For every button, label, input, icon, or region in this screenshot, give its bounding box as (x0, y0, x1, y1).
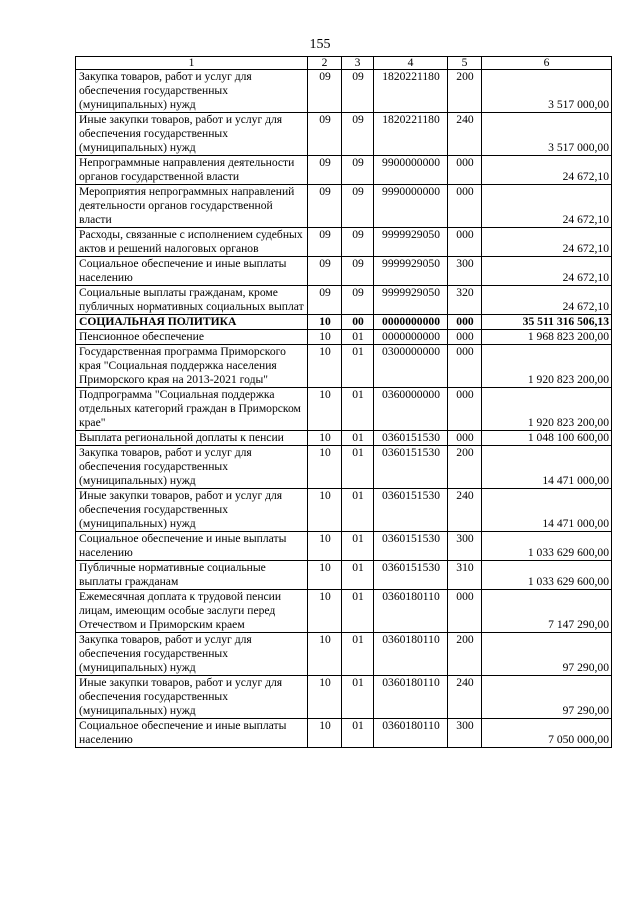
table-row (76, 431, 612, 446)
table-body (76, 70, 612, 748)
row-amount: 24 672,10 (482, 286, 612, 315)
row-name: Непрограммные направления деятельности органов государственной власти (76, 156, 308, 185)
row-expense-type: 310 (448, 561, 482, 590)
row-section: 10 (308, 446, 342, 489)
row-expense-type: 000 (448, 345, 482, 388)
table-row (76, 633, 612, 676)
row-subsection: 09 (342, 113, 374, 156)
row-target-article: 0000000000 (374, 330, 448, 345)
table-row (76, 70, 612, 113)
row-expense-type: 300 (448, 532, 482, 561)
row-subsection: 01 (342, 446, 374, 489)
row-subsection: 09 (342, 70, 374, 113)
row-target-article: 0360180110 (374, 719, 448, 748)
header-col-6: 6 (482, 57, 612, 70)
row-amount: 7 050 000,00 (482, 719, 612, 748)
row-subsection: 09 (342, 156, 374, 185)
row-subsection: 09 (342, 286, 374, 315)
row-target-article: 0300000000 (374, 345, 448, 388)
row-amount: 24 672,10 (482, 257, 612, 286)
table-row (76, 286, 612, 315)
row-name: Социальное обеспечение и иные выплаты населению (76, 532, 308, 561)
row-section: 10 (308, 561, 342, 590)
table-row (76, 561, 612, 590)
table-row (76, 446, 612, 489)
row-target-article: 0360180110 (374, 633, 448, 676)
row-target-article: 0360151530 (374, 532, 448, 561)
row-subsection: 01 (342, 676, 374, 719)
row-name: Закупка товаров, работ и услуг для обеспечения государственных (муниципальных) нужд (76, 70, 308, 113)
row-section: 10 (308, 345, 342, 388)
header-col-4: 4 (374, 57, 448, 70)
row-expense-type: 200 (448, 446, 482, 489)
row-amount: 1 968 823 200,00 (482, 330, 612, 345)
header-col-3: 3 (342, 57, 374, 70)
budget-table (75, 56, 612, 748)
row-subsection: 01 (342, 388, 374, 431)
table-row (76, 388, 612, 431)
row-name: Публичные нормативные социальные выплаты гражданам (76, 561, 308, 590)
row-expense-type: 000 (448, 315, 482, 330)
row-expense-type: 300 (448, 257, 482, 286)
row-name: Государственная программа Приморского края "Социальная поддержка населения Приморского края на 2013-2021 годы" (76, 345, 308, 388)
row-section: 10 (308, 431, 342, 446)
row-expense-type: 000 (448, 388, 482, 431)
row-subsection: 09 (342, 228, 374, 257)
row-amount: 97 290,00 (482, 676, 612, 719)
row-target-article: 9990000000 (374, 185, 448, 228)
header-col-1: 1 (76, 57, 308, 70)
row-section: 09 (308, 70, 342, 113)
row-expense-type: 200 (448, 70, 482, 113)
row-target-article: 1820221180 (374, 113, 448, 156)
row-amount: 3 517 000,00 (482, 113, 612, 156)
table-row (76, 590, 612, 633)
row-name: Социальное обеспечение и иные выплаты населению (76, 719, 308, 748)
row-expense-type: 000 (448, 330, 482, 345)
row-subsection: 09 (342, 185, 374, 228)
row-section: 09 (308, 185, 342, 228)
table-row (76, 719, 612, 748)
row-target-article: 0000000000 (374, 315, 448, 330)
table-row (76, 113, 612, 156)
row-name: СОЦИАЛЬНАЯ ПОЛИТИКА (76, 315, 308, 330)
row-section: 10 (308, 388, 342, 431)
row-section: 10 (308, 489, 342, 532)
row-expense-type: 300 (448, 719, 482, 748)
row-expense-type: 000 (448, 228, 482, 257)
row-expense-type: 000 (448, 431, 482, 446)
row-name: Ежемесячная доплата к трудовой пенсии лицам, имеющим особые заслуги перед Отечеством и Приморским краем (76, 590, 308, 633)
row-target-article: 0360000000 (374, 388, 448, 431)
row-expense-type: 000 (448, 185, 482, 228)
row-expense-type: 240 (448, 489, 482, 532)
row-subsection: 01 (342, 330, 374, 345)
row-amount: 24 672,10 (482, 228, 612, 257)
row-name: Иные закупки товаров, работ и услуг для обеспечения государственных (муниципальных) нужд (76, 489, 308, 532)
row-name: Мероприятия непрограммных направлений деятельности органов государственной власти (76, 185, 308, 228)
row-subsection: 01 (342, 489, 374, 532)
row-target-article: 1820221180 (374, 70, 448, 113)
row-target-article: 0360151530 (374, 489, 448, 532)
row-expense-type: 240 (448, 113, 482, 156)
row-expense-type: 200 (448, 633, 482, 676)
row-amount: 24 672,10 (482, 156, 612, 185)
row-amount: 14 471 000,00 (482, 446, 612, 489)
row-amount: 24 672,10 (482, 185, 612, 228)
table-header (76, 57, 612, 70)
row-expense-type: 000 (448, 156, 482, 185)
row-amount: 1 048 100 600,00 (482, 431, 612, 446)
row-target-article: 0360180110 (374, 590, 448, 633)
table-row (76, 185, 612, 228)
row-amount: 1 033 629 600,00 (482, 561, 612, 590)
row-subsection: 01 (342, 431, 374, 446)
row-amount: 7 147 290,00 (482, 590, 612, 633)
row-target-article: 9999929050 (374, 286, 448, 315)
row-name: Социальные выплаты гражданам, кроме публичных нормативных социальных выплат (76, 286, 308, 315)
row-expense-type: 000 (448, 590, 482, 633)
row-name: Закупка товаров, работ и услуг для обеспечения государственных (муниципальных) нужд (76, 446, 308, 489)
row-target-article: 9900000000 (374, 156, 448, 185)
row-section: 09 (308, 257, 342, 286)
row-amount: 97 290,00 (482, 633, 612, 676)
row-name: Расходы, связанные с исполнением судебных актов и решений налоговых органов (76, 228, 308, 257)
row-amount: 14 471 000,00 (482, 489, 612, 532)
header-col-5: 5 (448, 57, 482, 70)
row-section: 09 (308, 156, 342, 185)
row-subsection: 09 (342, 257, 374, 286)
header-row (76, 57, 612, 70)
row-section: 09 (308, 228, 342, 257)
row-expense-type: 240 (448, 676, 482, 719)
row-section: 10 (308, 315, 342, 330)
row-target-article: 0360151530 (374, 446, 448, 489)
row-target-article: 0360180110 (374, 676, 448, 719)
table-row (76, 257, 612, 286)
row-amount: 35 511 316 506,13 (482, 315, 612, 330)
row-subsection: 00 (342, 315, 374, 330)
row-section: 09 (308, 286, 342, 315)
row-name: Иные закупки товаров, работ и услуг для обеспечения государственных (муниципальных) нужд (76, 676, 308, 719)
row-target-article: 9999929050 (374, 257, 448, 286)
row-amount: 1 033 629 600,00 (482, 532, 612, 561)
page-number: 155 (309, 37, 331, 52)
row-section: 10 (308, 719, 342, 748)
row-name: Закупка товаров, работ и услуг для обеспечения государственных (муниципальных) нужд (76, 633, 308, 676)
table-row (76, 676, 612, 719)
row-name: Выплата региональной доплаты к пенсии (76, 431, 308, 446)
row-name: Иные закупки товаров, работ и услуг для обеспечения государственных (муниципальных) нужд (76, 113, 308, 156)
row-amount: 1 920 823 200,00 (482, 388, 612, 431)
row-section: 10 (308, 532, 342, 561)
row-amount: 3 517 000,00 (482, 70, 612, 113)
row-section: 10 (308, 633, 342, 676)
row-amount: 1 920 823 200,00 (482, 345, 612, 388)
table-row (76, 330, 612, 345)
row-subsection: 01 (342, 532, 374, 561)
row-section: 10 (308, 590, 342, 633)
row-expense-type: 320 (448, 286, 482, 315)
row-subsection: 01 (342, 590, 374, 633)
row-target-article: 0360151530 (374, 561, 448, 590)
row-subsection: 01 (342, 719, 374, 748)
table-row (76, 228, 612, 257)
row-subsection: 01 (342, 345, 374, 388)
table-row (76, 489, 612, 532)
table-row (76, 532, 612, 561)
table-row (76, 345, 612, 388)
row-section: 10 (308, 676, 342, 719)
table-row (76, 156, 612, 185)
row-section: 10 (308, 330, 342, 345)
row-subsection: 01 (342, 633, 374, 676)
row-target-article: 0360151530 (374, 431, 448, 446)
row-name: Пенсионное обеспечение (76, 330, 308, 345)
table-row (76, 315, 612, 330)
header-col-2: 2 (308, 57, 342, 70)
row-section: 09 (308, 113, 342, 156)
row-name: Социальное обеспечение и иные выплаты населению (76, 257, 308, 286)
row-name: Подпрограмма "Социальная поддержка отдельных категорий граждан в Приморском крае" (76, 388, 308, 431)
row-subsection: 01 (342, 561, 374, 590)
row-target-article: 9999929050 (374, 228, 448, 257)
